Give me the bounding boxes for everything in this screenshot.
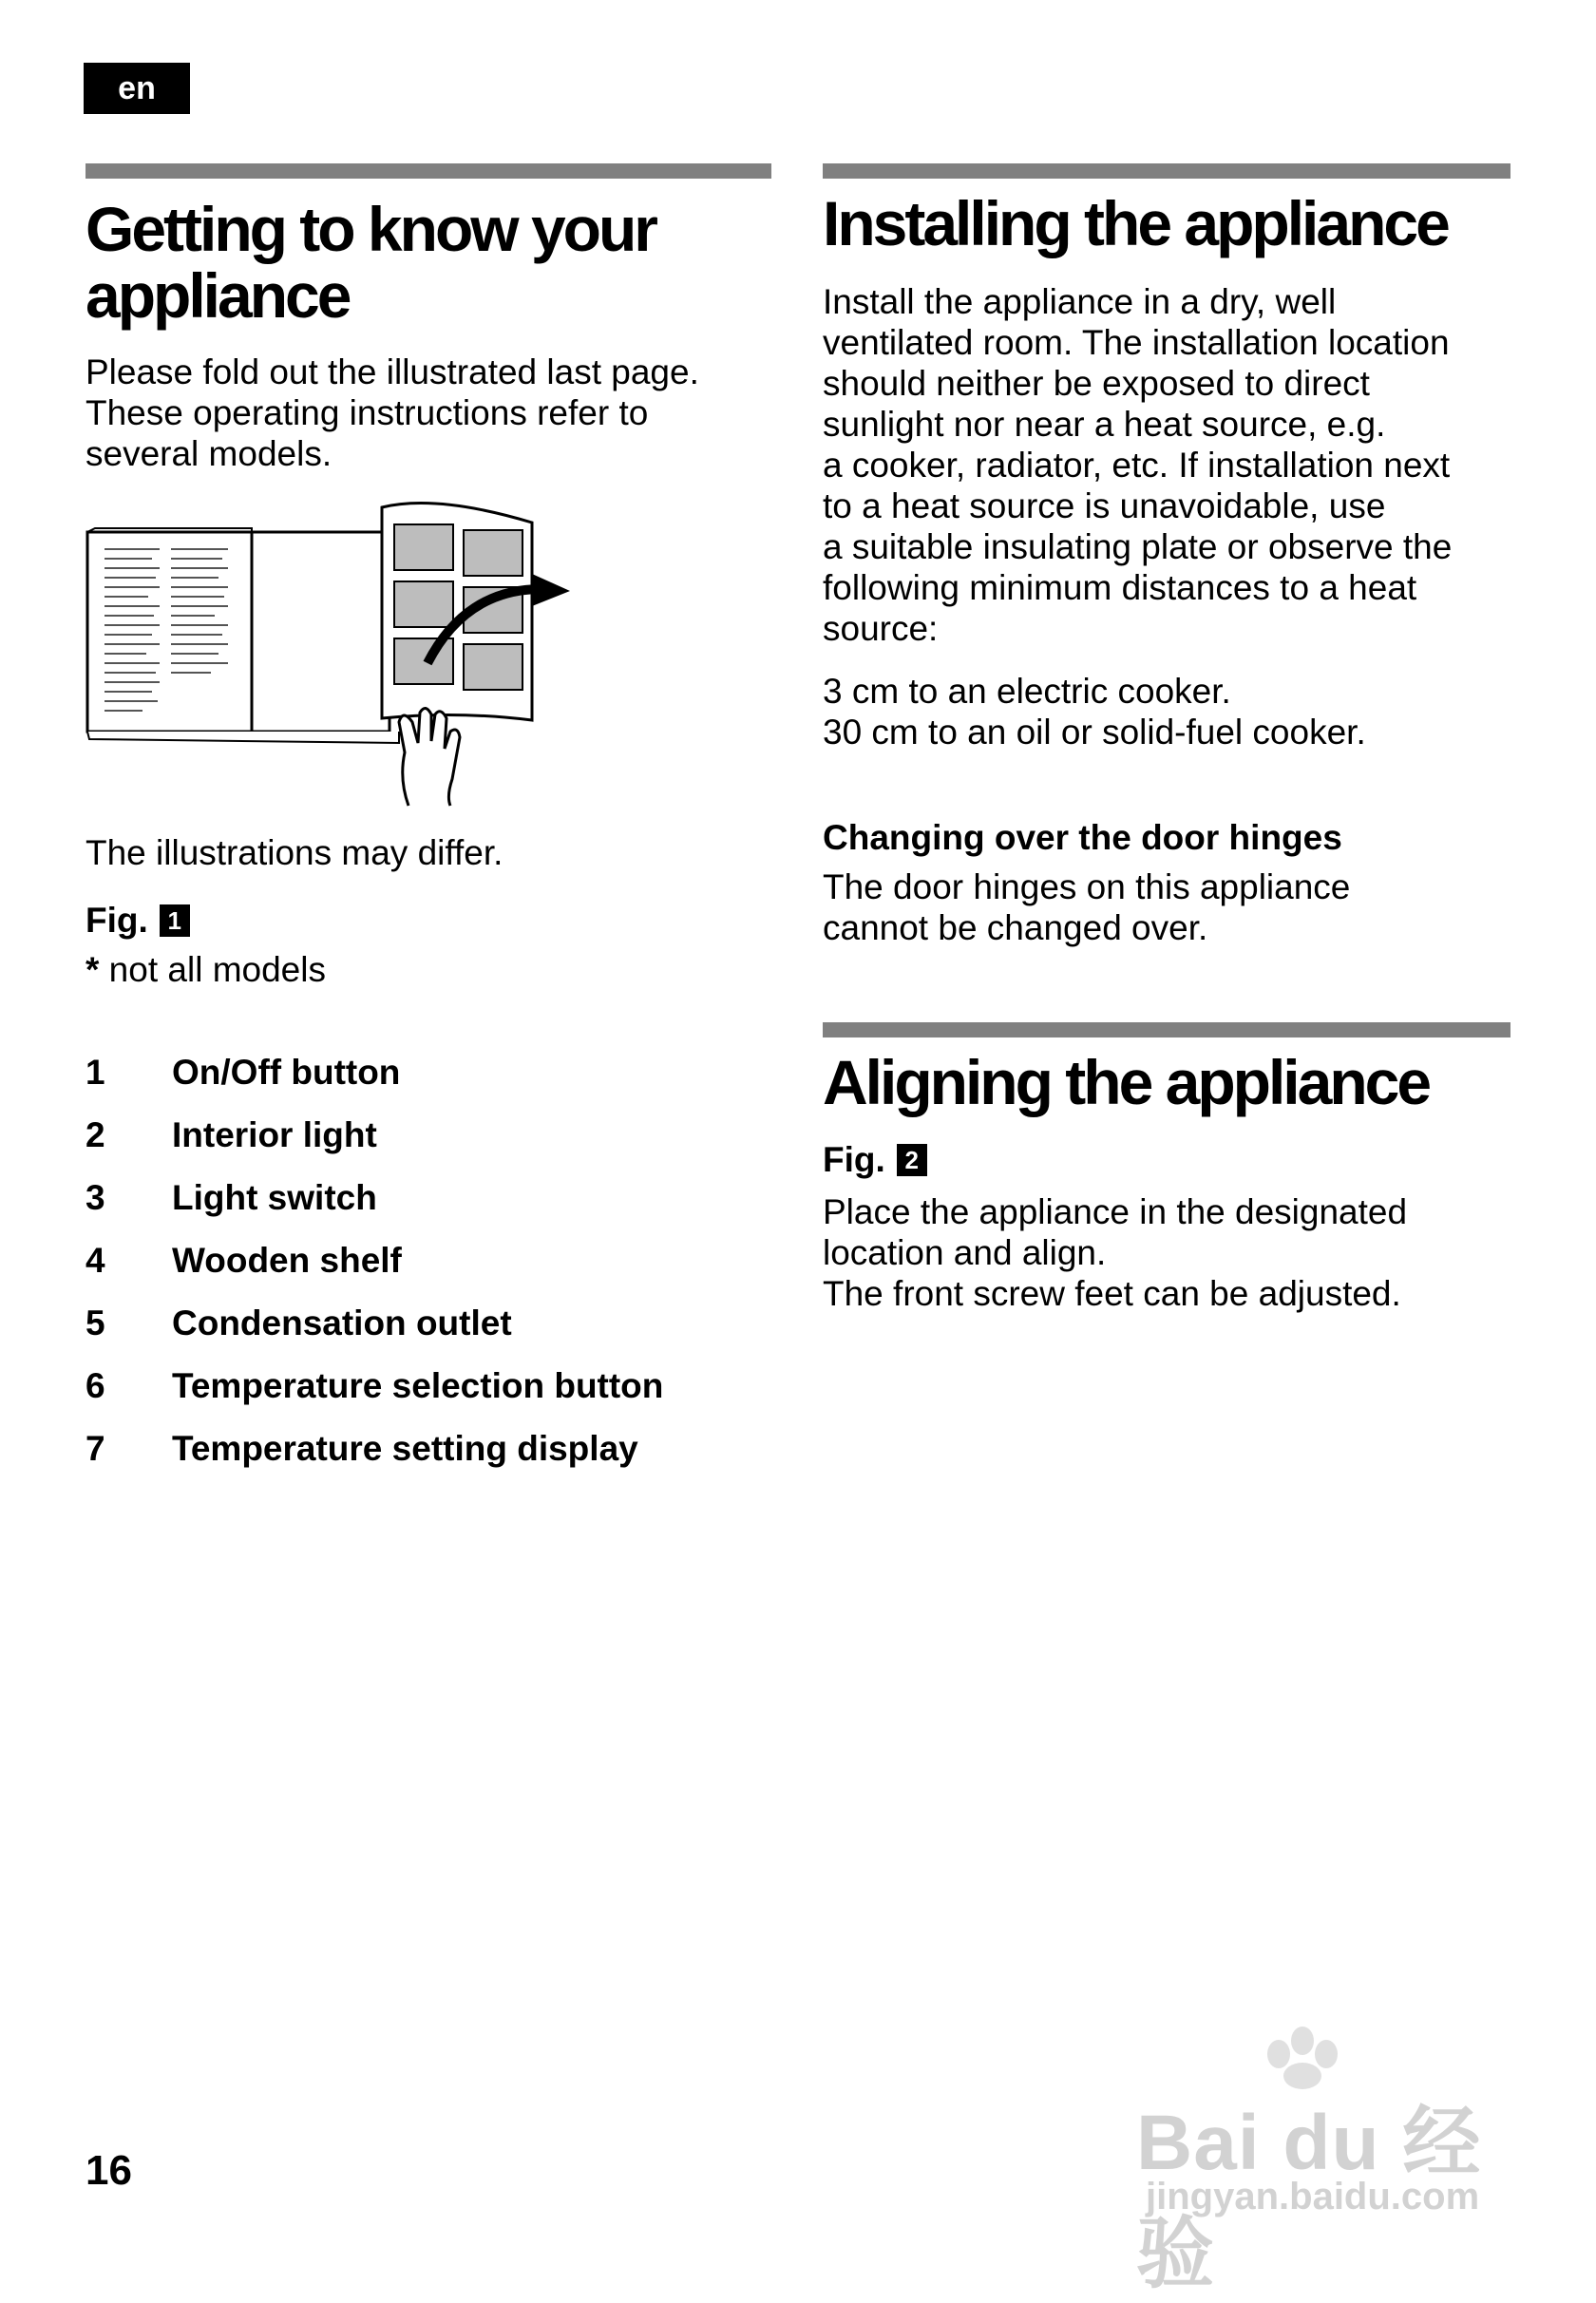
install-line: should neither be exposed to direct	[823, 364, 1370, 403]
watermark	[1136, 2024, 1516, 2297]
hinges-subheading: Changing over the door hinges	[823, 818, 1342, 857]
install-line: ventilated room. The installation location	[823, 323, 1450, 362]
fig-number-box: 2	[897, 1144, 927, 1176]
language-tag: en	[84, 63, 190, 114]
not-all-models-text: not all models	[99, 950, 326, 989]
intro-line: several models.	[86, 434, 332, 473]
parts-list	[86, 1053, 663, 1492]
distances-paragraph	[823, 671, 1366, 752]
fold-out-illustration	[86, 494, 589, 808]
list-item	[86, 1053, 663, 1115]
align-line: The front screw feet can be adjusted.	[823, 1274, 1401, 1313]
fig-1-reference	[86, 901, 190, 941]
fig-label: Fig.	[86, 901, 148, 940]
distance-line: 30 cm to an oil or solid-fuel cooker.	[823, 713, 1366, 752]
install-line: sunlight nor near a heat source, e.g.	[823, 405, 1386, 444]
install-line: to a heat source is unavoidable, use	[823, 486, 1386, 525]
intro-line: These operating instructions refer to	[86, 393, 649, 432]
install-line: source:	[823, 609, 939, 648]
part-number: 2	[86, 1115, 105, 1154]
align-paragraph	[823, 1191, 1407, 1314]
hinges-line: cannot be changed over.	[823, 908, 1208, 947]
align-line: Place the appliance in the designated	[823, 1192, 1408, 1231]
heading-getting-to-know	[86, 196, 656, 329]
fig-label: Fig.	[823, 1140, 885, 1179]
page-number: 16	[86, 2147, 132, 2194]
heading-line-2: appliance	[86, 260, 350, 331]
distance-line: 3 cm to an electric cooker.	[823, 672, 1231, 711]
list-item	[86, 1366, 663, 1429]
hinges-paragraph	[823, 866, 1350, 948]
part-number: 3	[86, 1178, 105, 1217]
part-label: Temperature setting display	[172, 1429, 638, 1468]
part-label: Light switch	[172, 1178, 377, 1217]
part-number: 6	[86, 1366, 105, 1405]
illustrations-note: The illustrations may differ.	[86, 833, 504, 872]
install-line: following minimum distances to a heat	[823, 568, 1417, 607]
section-rule	[823, 1022, 1510, 1037]
watermark-sub: jingyan.baidu.com	[1146, 2176, 1480, 2217]
section-rule	[86, 163, 771, 179]
not-all-models-note	[86, 950, 326, 990]
list-item	[86, 1178, 663, 1241]
part-number: 5	[86, 1304, 105, 1342]
asterisk: *	[86, 950, 100, 989]
fig-number-box: 1	[160, 904, 190, 937]
part-label: Interior light	[172, 1115, 377, 1154]
part-label: Wooden shelf	[172, 1241, 402, 1280]
install-line: a suitable insulating plate or observe the	[823, 527, 1453, 566]
part-number: 7	[86, 1429, 105, 1468]
part-label: On/Off button	[172, 1053, 401, 1092]
list-item	[86, 1241, 663, 1304]
part-label: Temperature selection button	[172, 1366, 664, 1405]
part-number: 1	[86, 1053, 105, 1092]
align-line: location and align.	[823, 1233, 1107, 1272]
heading-line-1: Getting to know your	[86, 194, 656, 264]
part-number: 4	[86, 1241, 105, 1280]
list-item	[86, 1115, 663, 1178]
install-paragraph	[823, 281, 1452, 649]
intro-line: Please fold out the illustrated last page.	[86, 352, 699, 391]
list-item	[86, 1304, 663, 1366]
intro-paragraph	[86, 352, 699, 474]
fig-2-reference	[823, 1140, 927, 1180]
install-line: a cooker, radiator, etc. If installation next	[823, 446, 1451, 485]
heading-installing: Installing the appliance	[823, 188, 1448, 258]
heading-aligning: Aligning the appliance	[823, 1047, 1430, 1117]
section-rule	[823, 163, 1510, 179]
install-line: Install the appliance in a dry, well	[823, 282, 1337, 321]
part-label: Condensation outlet	[172, 1304, 512, 1342]
hinges-line: The door hinges on this appliance	[823, 867, 1351, 906]
watermark-main: Bai du 经验	[1136, 2100, 1482, 2297]
list-item	[86, 1429, 663, 1492]
